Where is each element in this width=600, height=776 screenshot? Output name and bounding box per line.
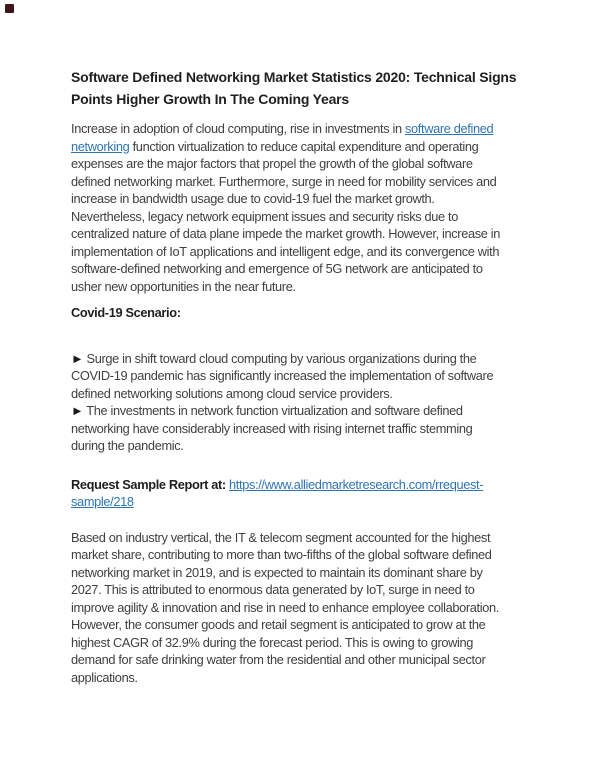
text-line xyxy=(71,155,523,173)
text-segment: Points Higher Growth In The Coming Years xyxy=(71,91,350,107)
text-segment: 2027. This is attributed to enormous data generated by IoT, surge in need to xyxy=(71,582,475,597)
corner-artifact xyxy=(5,4,14,13)
covid-bullet-list xyxy=(71,350,523,455)
text-segment: Software Defined Networking Market Statistics 2020: Technical Signs xyxy=(71,69,517,85)
text-segment: during the pandemic. xyxy=(71,438,184,453)
text-line xyxy=(71,367,523,385)
text-line xyxy=(71,66,523,88)
text-line xyxy=(71,385,523,403)
text-line xyxy=(71,402,523,420)
link-sample-report-url[interactable]: https://www.alliedmarketresearch.com/rrequest- xyxy=(229,476,484,492)
text-line xyxy=(71,278,523,296)
text-line xyxy=(71,304,523,322)
article-title xyxy=(71,66,523,110)
text-segment: networking have considerably increased with rising internet traffic stemming xyxy=(71,420,473,436)
text-line xyxy=(71,651,523,669)
text-line xyxy=(71,599,523,617)
document-body xyxy=(71,66,523,686)
text-segment: The investments in network function virtualization and software defined xyxy=(86,403,463,418)
text-line xyxy=(71,225,523,243)
text-line xyxy=(71,669,523,687)
text-segment: Nevertheless, legacy network equipment issues and security risks due to xyxy=(71,208,458,224)
text-line xyxy=(71,437,523,455)
text-line xyxy=(71,120,523,138)
bullet-arrow-icon: ► xyxy=(71,350,87,366)
text-segment: Based on industry vertical, the IT & telecom segment accounted for the highest xyxy=(71,529,491,545)
text-line xyxy=(71,420,523,438)
text-line xyxy=(71,173,523,191)
text-segment: networking market in 2019, and is expected to maintain its dominant share by xyxy=(71,564,483,580)
text-line xyxy=(71,88,523,110)
text-segment: software-defined networking and emergence of 5G network are anticipated to xyxy=(71,261,483,276)
text-line xyxy=(71,493,523,511)
text-segment: However, the consumer goods and retail segment is anticipated to grow at the xyxy=(71,617,486,632)
text-line xyxy=(71,208,523,226)
link-software-defined-networking[interactable]: software defined xyxy=(404,121,494,136)
text-segment: function virtualization to reduce capital expenditure and operating xyxy=(129,138,479,154)
text-segment: demand for safe drinking water from the residential and other municipal sector xyxy=(71,652,486,667)
text-segment: Increase in adoption of cloud computing, rise in investments in xyxy=(71,121,405,136)
text-line xyxy=(71,564,523,582)
text-segment: centralized nature of data plane impede the market growth. However, increase in xyxy=(71,226,501,241)
text-line xyxy=(71,190,523,208)
text-line xyxy=(71,243,523,261)
text-segment: COVID-19 pandemic has significantly increased the implementation of software xyxy=(71,368,494,383)
text-segment: Covid-19 Scenario: xyxy=(71,305,181,320)
text-segment: defined networking solutions among cloud service providers. xyxy=(71,385,393,401)
bullet-arrow-icon: ► xyxy=(71,403,87,418)
link-software-defined-networking[interactable]: networking xyxy=(71,138,130,154)
text-segment: implementation of IoT applications and intelligent edge, and its convergence with xyxy=(71,243,500,259)
text-segment: increase in bandwidth usage due to covid-19 fuel the market growth. xyxy=(71,191,435,206)
text-segment: market share, contributing to more than two-fifths of the global software defined xyxy=(71,547,492,562)
text-line xyxy=(71,616,523,634)
industry-vertical-paragraph xyxy=(71,529,523,687)
text-segment: applications. xyxy=(71,669,138,685)
text-line xyxy=(71,350,523,368)
text-segment: Surge in shift toward cloud computing by various organizations during the xyxy=(86,350,477,366)
text-segment: expenses are the major factors that propel the growth of the global software xyxy=(71,156,473,171)
text-segment: usher new opportunities in the near future. xyxy=(71,278,296,294)
covid-scenario-heading xyxy=(71,304,523,322)
text-line xyxy=(71,581,523,599)
text-segment: improve agility & innovation and rise in need to enhance employee collaboration. xyxy=(71,599,499,615)
text-segment: defined networking market. Furthermore, surge in need for mobility services and xyxy=(71,173,497,189)
text-line xyxy=(71,634,523,652)
text-line xyxy=(71,476,523,494)
text-line xyxy=(71,529,523,547)
request-sample-line xyxy=(71,476,523,511)
text-line xyxy=(71,546,523,564)
text-line xyxy=(71,260,523,278)
intro-paragraph xyxy=(71,120,523,295)
text-line xyxy=(71,138,523,156)
text-segment: highest CAGR of 32.9% during the forecast period. This is owing to growing xyxy=(71,634,474,650)
link-sample-report-url[interactable]: sample/218 xyxy=(71,494,134,509)
text-segment: Request Sample Report at: xyxy=(71,476,230,492)
